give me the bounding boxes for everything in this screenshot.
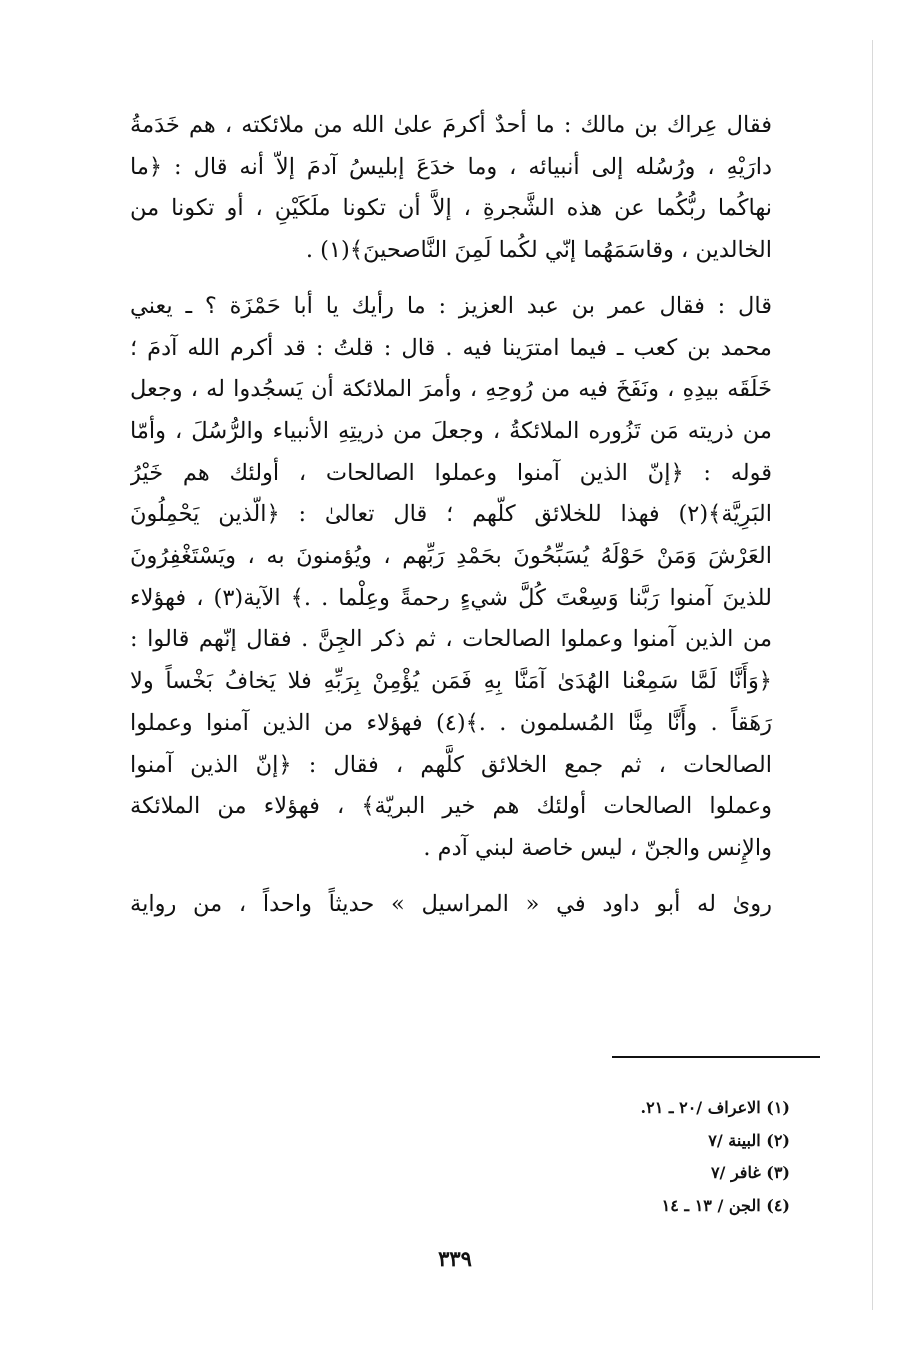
main-text [130,105,820,939]
text-line: الصالحات ، ثم جمع الخلائق كلَّهم ، فقال : ﴿إنّ الذين آمنوا [130,751,772,778]
text-line: محمد بن كعب ـ فيما امترَينا فيه . قال : قلتُ : قد أكرم الله آدمَ ؛ [130,334,772,361]
text-line: للذينَ آمنوا رَبَّنا وَسِعْتَ كُلَّ شيءٍ رحمةً وعِلْما . .﴾ الآية(٣) ، فهؤلاء [130,584,772,611]
footnote-4: (٤) الجن / ١٣ ـ ١٤ [661,1196,790,1216]
text-line: والإِنس والجنّ ، ليس خاصة لبني آدم . [423,834,772,861]
paragraph-1 [130,105,820,272]
footnote-3: (٣) غافر /٧ [710,1163,790,1183]
paragraph-3 [130,884,820,926]
footnote-1: (١) الاعراف /٢٠ ـ ٢١. [640,1098,790,1117]
text-line: الخالدين ، وقاسَمَهُما إنّي لكُما لَمِنَ النَّاصحينَ﴾(١) . [305,237,772,264]
text-line: رَهَقاً . وأَنَّا مِنَّا المُسلمون . .﴾(٤) فهؤلاء من الذين آمنوا وعملوا [130,709,772,736]
footnotes [500,1092,790,1223]
text-line: البَرِيَّة﴾(٢) فهذا للخلائق كلّهم ؛ قال تعالىٰ : ﴿الّذين يَحْمِلُونَ [130,501,772,528]
text-line: من ذريته مَن تَزُوره الملائكةُ ، وجعلَ من ذريتِهِ الأنبياء والرُّسُلَ ، وأمّا [130,417,772,444]
text-line: فقال عِراك بن مالك : ما أحدٌ أكرمَ علىٰ الله من ملائكته ، هم خَدَمةُ [130,112,772,138]
page-edge-line [872,40,873,1310]
text-line: ﴿وَأَنَّا لَمَّا سَمِعْنا الهُدَىٰ آمَنَّا بِهِ فَمَن يُؤْمِنْ بِرَبِّهِ فلا يَخافُ بَخْساً ولا [130,668,772,695]
text-line: خَلَقَه بيدِهِ ، ونَفَخَ فيه من رُوحِهِ ، وأمرَ الملائكة أن يَسجُدوا له ، وجعل [130,376,772,403]
text-line: من الذين آمنوا وعملوا الصالحات ، ثم ذكر الجِنَّ . فقال إنّهم قالوا : [130,626,772,653]
footnote-2: (٢) البينة /٧ [708,1130,790,1150]
text-line: دارَيْهِ ، ورُسُله إلى أنبيائه ، وما خدَعَ إبليسُ آدمَ إلاّ أنه قال : ﴿ما [130,153,772,180]
footnote-separator [612,1056,820,1058]
text-line: قوله : ﴿إنّ الذين آمنوا وعملوا الصالحات ، أولئك هم خَيْرُ [130,459,772,486]
paragraph-2 [130,286,820,870]
text-line: روىٰ له أبو داود في « المراسيل » حديثاً واحداً ، من رواية [130,890,772,917]
text-line: نهاكُما ربُّكُما عن هذه الشَّجرةِ ، إلاَّ أن تكونا ملَكَيْنِ ، أو تكونا من [130,195,772,222]
text-line: وعملوا الصالحات أولئك هم خير البريّة﴾ ، فهؤلاء من الملائكة [130,793,772,820]
page-number: ٣٣٩ [438,1246,472,1271]
text-line: قال : فقال عمر بن عبد العزيز : ما رأيك يا أبا حَمْزَة ؟ ـ يعني [130,292,772,319]
text-line: العَرْشَ وَمَنْ حَوْلَهُ يُسَبِّحُونَ بحَمْدِ رَبِّهم ، ويُؤمنونَ به ، ويَسْتَغْفِرُونَ [130,543,772,570]
